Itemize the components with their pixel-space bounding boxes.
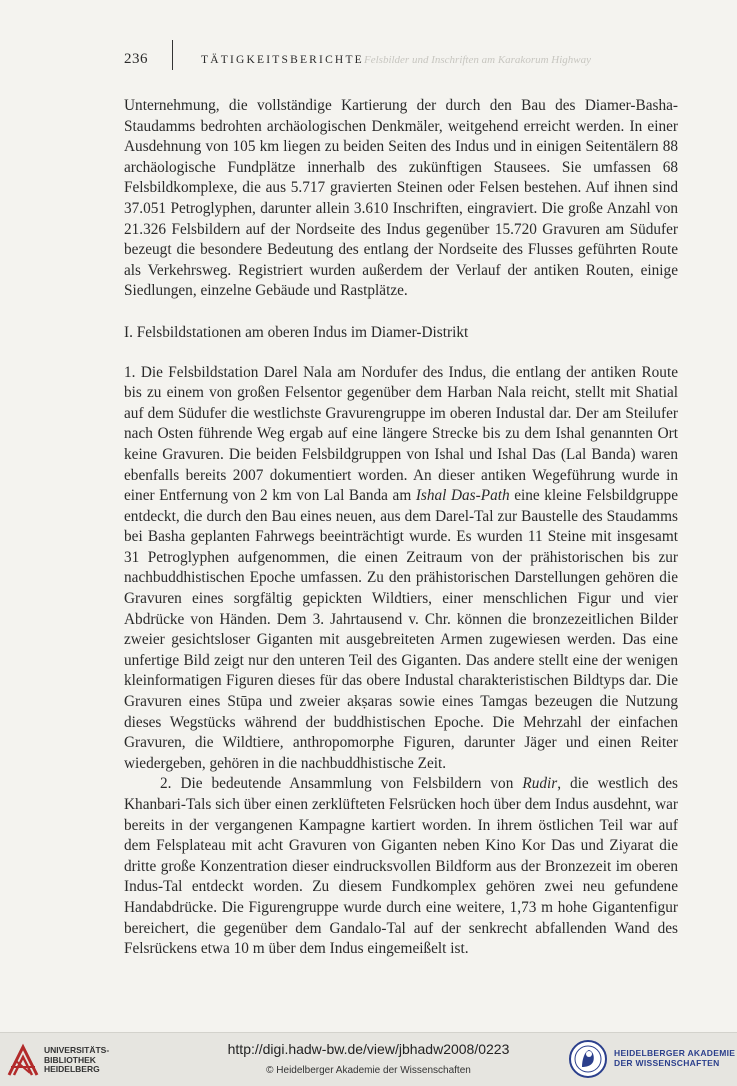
paragraph-text: eine kleine Felsbildgruppe entdeckt, die durch den Bau eines neuen, aus dem Darel-Tal zur Baustelle des Staudamms bei Basha geplanten Fahrwegs beeinträchtigt wurde. Es wurden 11 Steine mit insgesamt 31 Petroglyphen aufgenommen, die einen Zeitraum von der prähistorischen bis zur nachbuddhistischen Epoche umfassen. Zu den prähistorischen Darstellungen gehören die Gravuren eines sorgfältig gepickten Wildtiers, einer menschlichen Figur und vier Abdrücke von Händen. Dem 3. Jahrtausend v. Chr. können die bronzezeitlichen Bilder zweier gesichtsloser Giganten mit ausgebreiteten Armen zugewiesen werden. Das eine unfertige Bild zeigt nur den unteren Teil des Giganten. Das andere stellt eine der wenigen kleinformatigen Figuren dieses für das obere Industal charakteristischen Bildtyps dar. Die Gravuren eines Stūpa und zweier akṣaras sowie eines Tamgas bezeugen die Nutzung dieses Wegstücks während der buddhistischen Epoche. Die Mehrzahl der einfachen Gravuren, die Wildtiere, anthropomorphe Figuren, darunter Jäger und einen Reiter wiedergeben, gehören in die nachbuddhistische Zeit. bbox=[124, 487, 678, 772]
library-name-line: BIBLIOTHEK bbox=[44, 1054, 96, 1065]
paragraph-text: 2. Die bedeutende Ansammlung von Felsbildern von bbox=[160, 775, 523, 793]
italic-place-name: Ishal Das-Path bbox=[415, 487, 510, 505]
copyright-notice: © Heidelberger Akademie der Wissenschaften bbox=[266, 1065, 471, 1076]
page-body bbox=[124, 96, 678, 960]
bleed-through-text: Felsbilder und Inschriften am Karakorum Highway bbox=[364, 54, 592, 66]
italic-place-name: Rudir bbox=[522, 775, 558, 793]
paragraph-text: 1. Die Felsbildstation Darel Nala am Nordufer des Indus, die entlang der antiken Route bis zu einem von großen Felsentor gegenüber dem Harban Nala reicht, stellt mit Shatial auf dem Südufer die westlichste Gravurengruppe im oberen Industal dar. Der am Steilufer nach Osten führende Weg ergab auf eine längere Strecke bis zu dem Ishal genannten Ort keine Gravuren. Die beiden Felsbildgruppen von Ishal und Ishal Das (Lal Banda) waren ebenfalls bereits 2007 dokumentiert worden. An dieser antiken Wegeführung wurde in einer Entfernung von 2 km von Lal Banda am bbox=[124, 363, 678, 505]
paragraph-darel-nala bbox=[124, 363, 678, 775]
paragraph-continuation: Unternehmung, die vollständige Kartierung der durch den Bau des Diamer-Basha-Staudamms bedrohten archäologischen Denkmäler, weitgehend erreicht werden. In einer Ausdehnung von 105 km liegen zu beiden Seiten des Indus und in einigen Seitentälern 88 archäologische Fundplätze innerhalb des zukünftigen Stausees. Sie umfassen 68 Felsbildkomplexe, die aus 5.717 gravierten Steinen oder Felsen bestehen. Auf ihnen sind 37.051 Petroglyphen, darunter allein 3.610 Inschriften, eingraviert. Die große Anzahl von 21.326 Felsbildern auf der Nordseite des Indus gegenüber 15.720 Gravuren am Südufer bezeugt die besondere Bedeutung des entlang der Nordseite des Flusses geführten Route als Verkehrsweg. Registriert wurden außerdem der Verlauf der antiken Routen, einige Siedlungen, einzelne Gebäude und Rastplätze. bbox=[124, 97, 678, 300]
running-title: TÄTIGKEITSBERICHTE bbox=[201, 54, 364, 66]
header-divider bbox=[172, 40, 173, 70]
academy-name-line: DER WISSENSCHAFTEN bbox=[614, 1058, 720, 1068]
paragraph-text: , die westlich des Khanbari-Tals sich über einen zerklüfteten Felsrücken hoch über dem Indus ausdehnt, war bereits in der vergangenen Kampagne kartiert worden. In ihrem östlichen Teil war auf dem Felsplateau mit acht Gravuren von Giganten neben Kino Kor Das und Ziyarat die dritte große Konzentration dieser eindrucksvollen Bildform aus der Bronzezeit im oberen Indus-Tal entdeckt worden. Zu diesem Fundkomplex gehören zwei neu gefundene Handabdrücke. Die Figurengruppe wurde durch eine weitere, 1,73 m hohe Gigantenfigur bereichert, die gegenüber dem Gandalo-Tal auf der senkrecht abfallenden Wand des Felsrückens etwa 10 m über dem Indus eingemeißelt ist. bbox=[124, 775, 678, 958]
permalink-url[interactable]: http://digi.hadw-bw.de/view/jbhadw2008/0223 bbox=[227, 1041, 510, 1057]
academy-name-line: HEIDELBERGER AKADEMIE bbox=[614, 1048, 736, 1058]
page-number: 236 bbox=[124, 51, 148, 67]
library-name-line: HEIDELBERG bbox=[44, 1064, 100, 1074]
library-name-line: UNIVERSITÄTS- bbox=[44, 1045, 110, 1055]
footer-bar bbox=[0, 1033, 737, 1086]
academy-seal-icon[interactable] bbox=[568, 1039, 608, 1079]
section-heading: I. Felsbildstationen am oberen Indus im Diamer-Distrikt bbox=[124, 323, 469, 341]
paragraph-rudir bbox=[124, 774, 678, 959]
academy-name bbox=[614, 1048, 735, 1068]
